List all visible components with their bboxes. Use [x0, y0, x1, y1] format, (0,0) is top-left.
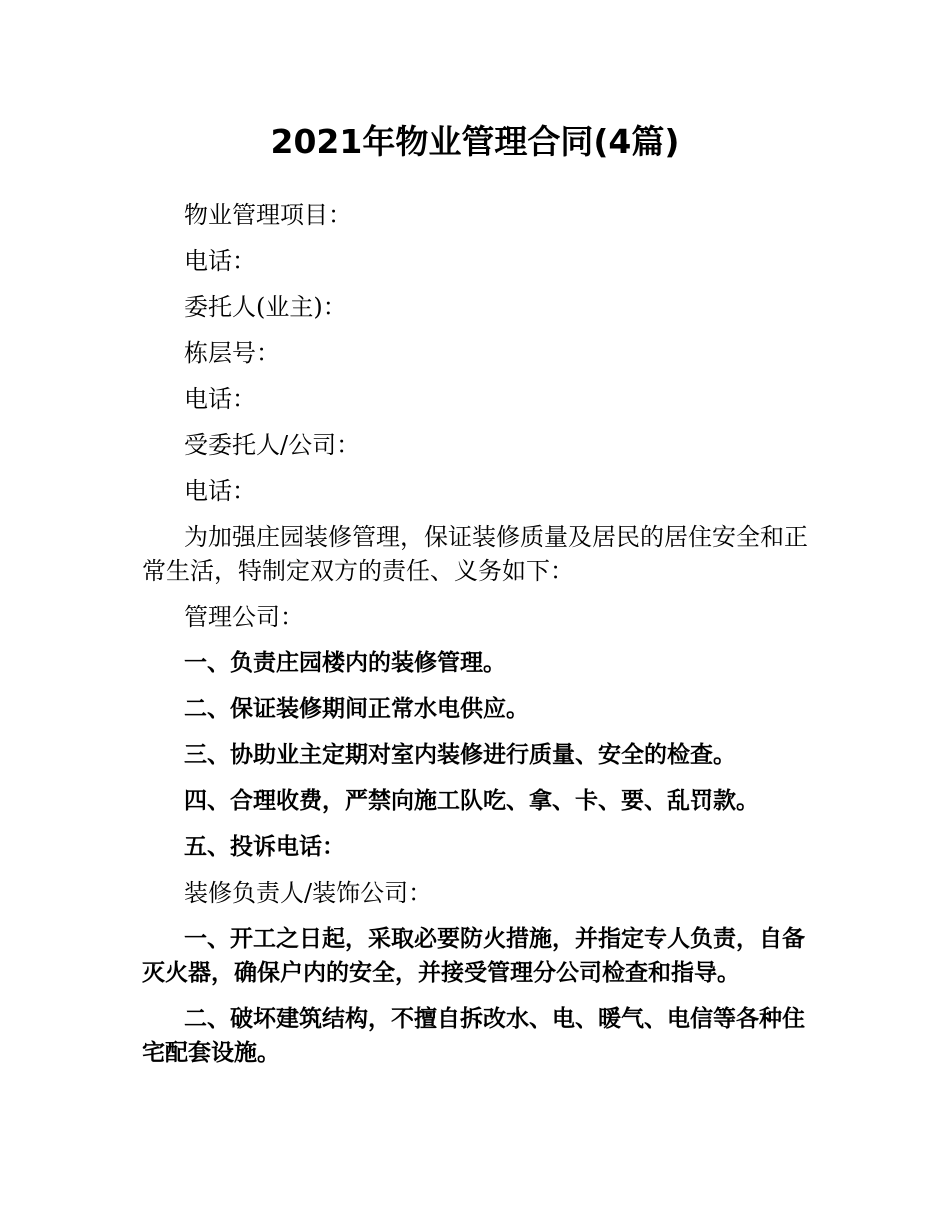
- field-phone-1: 电话：: [184, 247, 256, 275]
- renovation-clause-2: 二、破坏建筑结构，不擅自拆改水、电、暖气、电信等各种住宅配套设施。: [142, 1006, 805, 1066]
- section-heading-renovation: 装修负责人/装饰公司：: [184, 879, 433, 907]
- renovation-clause-1: 一、开工之日起，采取必要防火措施，并指定专人负责，自备灭火器，确保户内的安全，并接受管理分公司检查和指导。: [142, 926, 805, 986]
- field-building-floor: 栋层号：: [184, 339, 280, 367]
- intro-paragraph: 为加强庄园装修管理，保证装修质量及居民的居住安全和正常生活，特制定双方的责任、义务如下：: [142, 523, 808, 585]
- management-clause-1: 一、负责庄园楼内的装修管理。: [184, 650, 506, 676]
- management-clause-3: 三、协助业主定期对室内装修进行质量、安全的检查。: [184, 742, 736, 768]
- management-clause-4: 四、合理收费，严禁向施工队吃、拿、卡、要、乱罚款。: [184, 788, 759, 814]
- field-phone-2: 电话：: [184, 385, 256, 413]
- document-body: [142, 198, 810, 1082]
- field-project: 物业管理项目：: [184, 201, 352, 229]
- management-clause-2: 二、保证装修期间正常水电供应。: [184, 696, 529, 722]
- field-phone-3: 电话：: [184, 477, 256, 505]
- section-heading-management: 管理公司：: [184, 603, 304, 631]
- field-client: 委托人(业主)：: [184, 293, 347, 321]
- management-clause-5: 五、投诉电话：: [184, 834, 345, 860]
- field-contractor: 受委托人/公司：: [184, 431, 361, 459]
- document-title: 2021年物业管理合同(4篇): [270, 122, 680, 161]
